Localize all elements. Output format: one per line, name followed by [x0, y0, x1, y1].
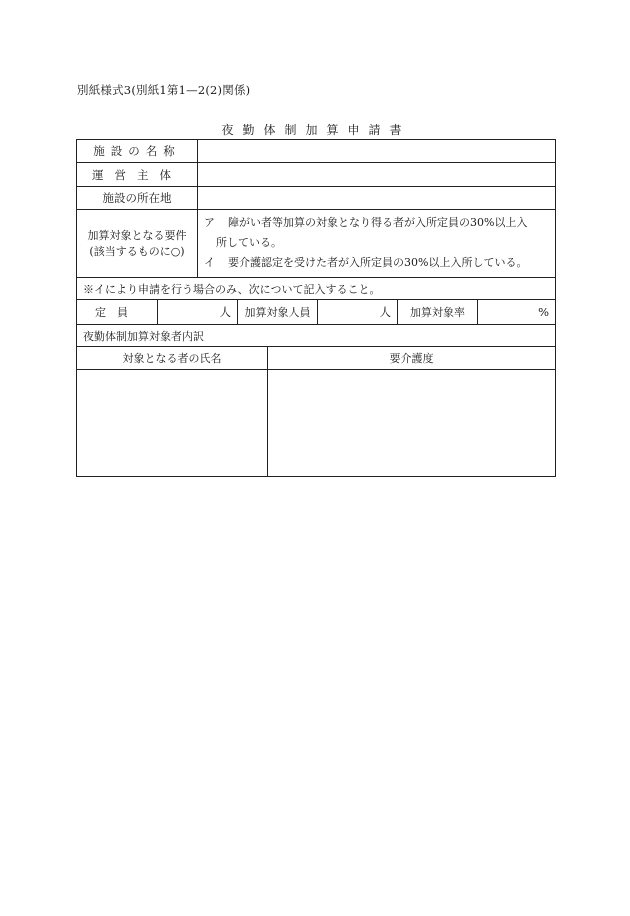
form-reference: 別紙様式3(別紙1第1—2(2)関係)	[77, 83, 251, 97]
col-name-header: 対象となる者の氏名	[122, 352, 222, 365]
breakdown-label: 夜勤体制加算対象者内訳	[83, 329, 204, 343]
facility-address-label: 施設の所在地	[102, 191, 172, 205]
capacity-row	[77, 299, 555, 324]
target-rate-field[interactable]	[477, 300, 555, 324]
note-text: ※イにより申請を行う場合のみ、次について記入すること。	[83, 282, 381, 296]
names-entry-field[interactable]	[77, 370, 267, 476]
target-count-unit: 人	[379, 305, 391, 319]
note-row	[77, 277, 555, 299]
option-a-continued: 所している。	[216, 236, 282, 249]
requirement-label-line1: 加算対象となる要件	[87, 228, 187, 242]
requirement-row	[77, 209, 555, 277]
operator-row	[77, 162, 555, 186]
capacity-unit: 人	[219, 305, 231, 319]
facility-name-row	[77, 140, 555, 162]
target-count-field[interactable]	[317, 300, 397, 324]
requirement-label-line2: (該当するものに○)	[89, 244, 185, 258]
facility-name-field[interactable]	[197, 140, 555, 162]
target-rate-unit: %	[538, 305, 549, 319]
option-i[interactable]	[204, 253, 549, 273]
operator-field[interactable]	[197, 163, 555, 186]
target-count-label: 加算対象人員	[237, 300, 317, 324]
col-care-level-header: 要介護度	[267, 347, 555, 369]
requirement-options	[197, 210, 555, 277]
facility-address-field[interactable]	[197, 187, 555, 209]
facility-address-row	[77, 186, 555, 209]
breakdown-entry-row	[77, 369, 555, 476]
option-a-key: ア	[204, 216, 215, 229]
application-form-table	[76, 139, 556, 477]
capacity-field[interactable]	[157, 300, 237, 324]
form-title: 夜勤体制加算申請書	[221, 123, 411, 137]
facility-name-label: 施設の名称	[93, 144, 181, 158]
requirement-label	[77, 210, 197, 277]
breakdown-header-row	[77, 346, 555, 369]
breakdown-row	[77, 324, 555, 346]
target-rate-label: 加算対象率	[397, 300, 477, 324]
operator-label: 運営主体	[92, 167, 182, 182]
option-i-key: イ	[204, 256, 215, 269]
option-a[interactable]	[204, 213, 549, 233]
capacity-label: 定員	[95, 306, 139, 319]
care-level-entry-field[interactable]	[267, 370, 555, 476]
option-i-text: 要介護認定を受けた者が入所定員の30%以上入所している。	[228, 256, 528, 269]
option-a-text: 障がい者等加算の対象となり得る者が入所定員の30%以上入	[228, 216, 528, 229]
